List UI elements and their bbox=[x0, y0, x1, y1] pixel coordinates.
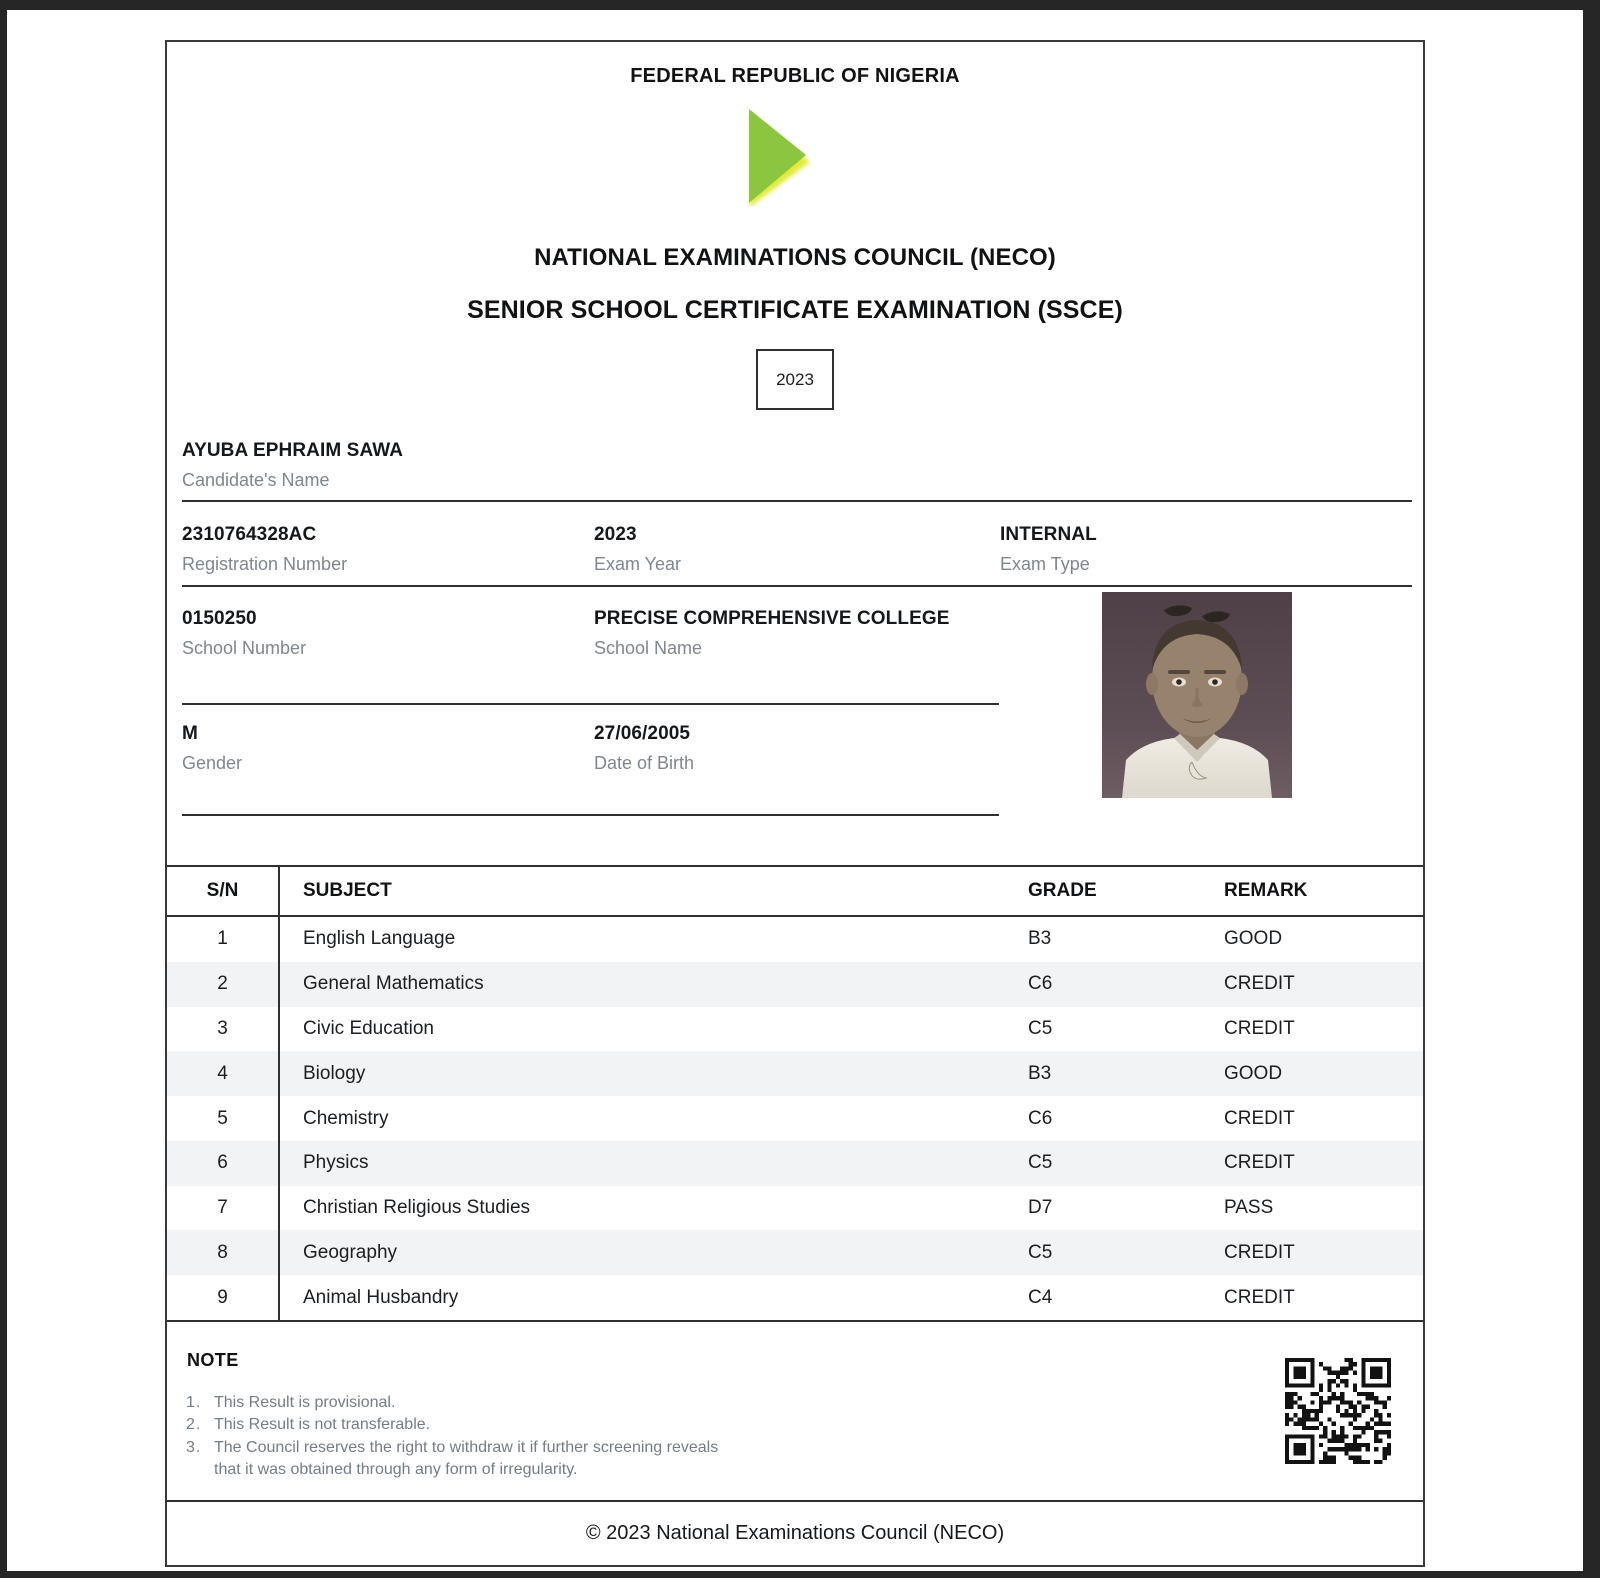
cell-subject: Physics bbox=[303, 1152, 369, 1174]
cell-grade: C6 bbox=[1028, 973, 1053, 995]
divider bbox=[182, 585, 1412, 587]
note-item-text: This Result is provisional. bbox=[214, 1394, 396, 1411]
note-item-number: 2. bbox=[186, 1416, 202, 1434]
table-row bbox=[167, 1007, 1423, 1052]
column-header-remark: REMARK bbox=[1224, 880, 1308, 901]
cell-remark: PASS bbox=[1224, 1197, 1274, 1219]
cell-subject: Christian Religious Studies bbox=[303, 1197, 531, 1219]
divider bbox=[182, 814, 999, 816]
note-item-line bbox=[186, 1459, 718, 1481]
school-number-value: 0150250 bbox=[182, 608, 257, 629]
document-page bbox=[7, 10, 1583, 1571]
cell-remark: CREDIT bbox=[1224, 1017, 1295, 1039]
qr-code-icon bbox=[1285, 1358, 1391, 1464]
cell-grade: C4 bbox=[1028, 1286, 1053, 1308]
table-row bbox=[167, 962, 1423, 1007]
results-table-header bbox=[167, 865, 1423, 917]
field-exam-year bbox=[594, 524, 681, 575]
cell-subject: General Mathematics bbox=[303, 973, 484, 995]
cell-sn: 4 bbox=[167, 1051, 280, 1096]
cell-sn: 3 bbox=[167, 1007, 280, 1052]
gender-value: M bbox=[182, 723, 198, 744]
note-item-number bbox=[186, 1459, 214, 1481]
field-exam-type bbox=[1000, 524, 1097, 575]
school-number-label: School Number bbox=[182, 638, 307, 658]
cell-sn: 7 bbox=[167, 1186, 280, 1231]
cell-sn: 2 bbox=[167, 962, 280, 1007]
column-header-grade: GRADE bbox=[1028, 880, 1097, 901]
field-school-name bbox=[594, 608, 950, 659]
exam-year-value: 2023 bbox=[594, 524, 637, 545]
note-item-line bbox=[186, 1414, 718, 1436]
cell-subject: Animal Husbandry bbox=[303, 1286, 459, 1308]
note-item-text: This Result is not transferable. bbox=[214, 1416, 431, 1434]
date-of-birth-value: 27/06/2005 bbox=[594, 723, 691, 744]
field-registration-number bbox=[182, 524, 347, 575]
cell-remark: CREDIT bbox=[1224, 1286, 1295, 1308]
cell-grade: C6 bbox=[1028, 1107, 1053, 1129]
candidate-name-label: Candidate's Name bbox=[182, 470, 330, 490]
exam-year-box-value: 2023 bbox=[776, 369, 814, 389]
table-row bbox=[167, 1096, 1423, 1141]
school-name-value: PRECISE COMPREHENSIVE COLLEGE bbox=[594, 608, 950, 629]
certificate-footer bbox=[167, 1500, 1423, 1565]
country-title: FEDERAL REPUBLIC OF NIGERIA bbox=[630, 65, 960, 87]
cell-subject: Chemistry bbox=[303, 1107, 389, 1129]
cell-grade: C5 bbox=[1028, 1152, 1053, 1174]
cell-sn: 6 bbox=[167, 1141, 280, 1186]
cell-subject: Biology bbox=[303, 1062, 366, 1084]
table-row bbox=[167, 1051, 1423, 1096]
field-school-number bbox=[182, 608, 306, 659]
cell-sn: 8 bbox=[167, 1230, 280, 1275]
note-items bbox=[186, 1392, 718, 1482]
table-row bbox=[167, 1186, 1423, 1231]
exam-year-box bbox=[756, 349, 834, 410]
registration-number-label: Registration Number bbox=[182, 554, 348, 574]
cell-subject: English Language bbox=[303, 928, 456, 950]
note-item-number: 3. bbox=[186, 1438, 202, 1456]
exam-type-value: INTERNAL bbox=[1000, 524, 1097, 545]
field-gender bbox=[182, 723, 242, 774]
field-candidate-name bbox=[182, 440, 403, 491]
cell-remark: GOOD bbox=[1224, 928, 1283, 950]
note-item-line bbox=[186, 1437, 718, 1459]
divider bbox=[182, 500, 1412, 502]
results-table bbox=[167, 865, 1423, 1320]
table-row bbox=[167, 1230, 1423, 1275]
note-section bbox=[167, 1320, 1423, 1500]
cell-remark: CREDIT bbox=[1224, 1152, 1295, 1174]
exam-title: SENIOR SCHOOL CERTIFICATE EXAMINATION (SSCE) bbox=[467, 296, 1123, 324]
cell-sn: 1 bbox=[167, 917, 280, 962]
cell-sn: 5 bbox=[167, 1096, 280, 1141]
school-name-label: School Name bbox=[594, 638, 703, 658]
cell-remark: CREDIT bbox=[1224, 1107, 1295, 1129]
divider bbox=[182, 703, 999, 705]
table-row bbox=[167, 1275, 1423, 1320]
note-item-number: 1. bbox=[186, 1394, 202, 1411]
cell-grade: B3 bbox=[1028, 1062, 1052, 1084]
note-item-line bbox=[186, 1392, 718, 1414]
council-title: NATIONAL EXAMINATIONS COUNCIL (NECO) bbox=[534, 244, 1056, 271]
cell-remark: CREDIT bbox=[1224, 973, 1295, 995]
exam-type-label: Exam Type bbox=[1000, 554, 1090, 574]
exam-year-label: Exam Year bbox=[594, 554, 682, 574]
cell-subject: Civic Education bbox=[303, 1017, 434, 1039]
table-row bbox=[167, 917, 1423, 962]
note-item-text: The Council reserves the right to withdraw it if further screening reveals bbox=[214, 1438, 719, 1456]
cell-sn: 9 bbox=[167, 1275, 280, 1320]
gender-label: Gender bbox=[182, 753, 243, 773]
candidate-passport-photo bbox=[1102, 592, 1292, 798]
column-header-sn: S/N bbox=[167, 867, 280, 915]
cell-remark: GOOD bbox=[1224, 1062, 1283, 1084]
results-table-body bbox=[167, 917, 1423, 1320]
cell-subject: Geography bbox=[303, 1241, 398, 1263]
cell-grade: B3 bbox=[1028, 928, 1052, 950]
cell-remark: CREDIT bbox=[1224, 1241, 1295, 1263]
cell-grade: C5 bbox=[1028, 1017, 1053, 1039]
cell-grade: D7 bbox=[1028, 1197, 1053, 1219]
cell-grade: C5 bbox=[1028, 1241, 1053, 1263]
neco-result-certificate bbox=[165, 40, 1425, 1567]
note-heading: NOTE bbox=[187, 1350, 239, 1370]
neco-green-triangle-icon bbox=[746, 107, 812, 207]
field-date-of-birth bbox=[594, 723, 694, 774]
table-row bbox=[167, 1141, 1423, 1186]
column-header-subject: SUBJECT bbox=[303, 880, 392, 901]
registration-number-value: 2310764328AC bbox=[182, 524, 317, 545]
candidate-name-value: AYUBA EPHRAIM SAWA bbox=[182, 440, 404, 461]
note-item-text: that it was obtained through any form of irregularity. bbox=[214, 1461, 578, 1479]
copyright-text: © 2023 National Examinations Council (NECO) bbox=[585, 1522, 1005, 1544]
date-of-birth-label: Date of Birth bbox=[594, 753, 695, 773]
